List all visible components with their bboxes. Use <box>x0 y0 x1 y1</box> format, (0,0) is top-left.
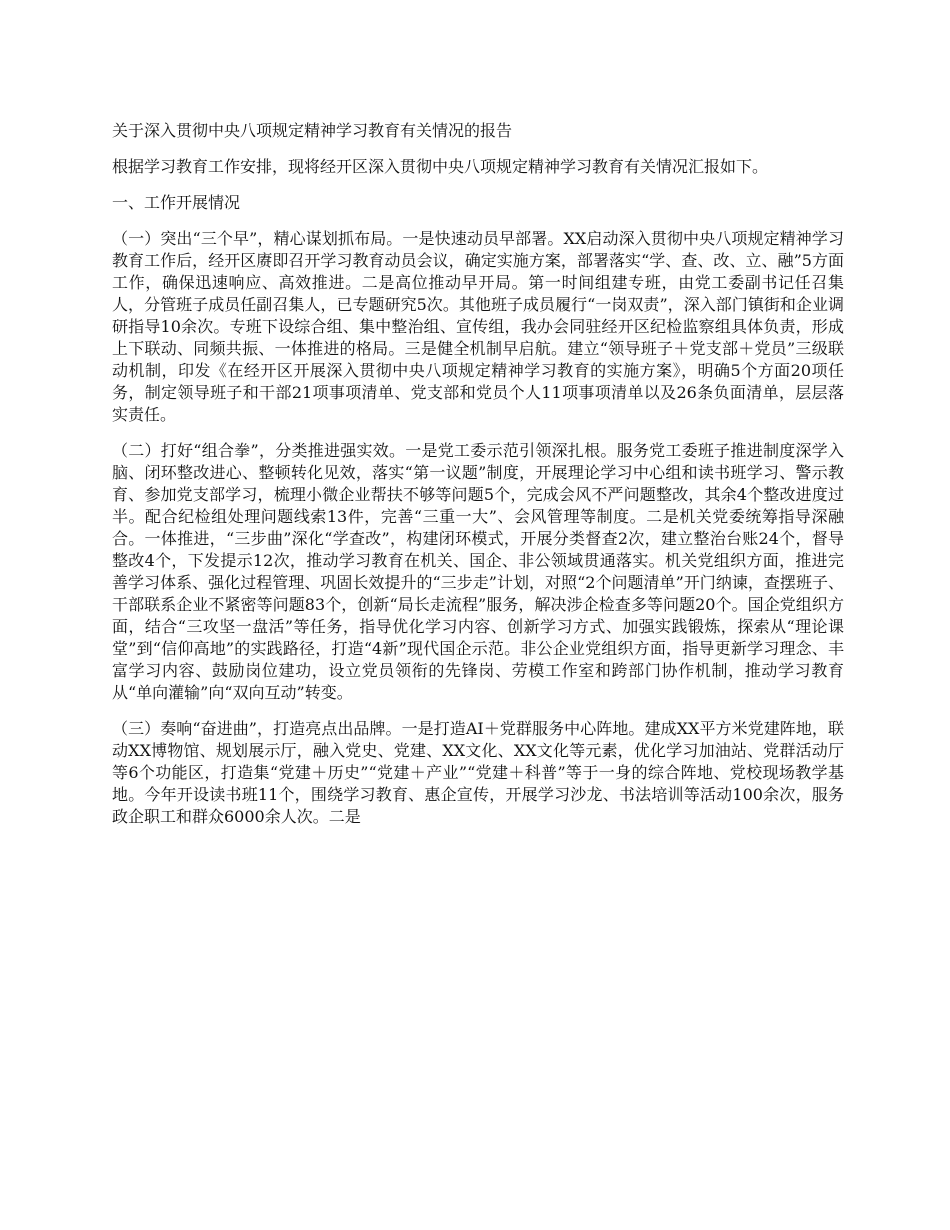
intro-paragraph: 根据学习教育工作安排，现将经开区深入贯彻中央八项规定精神学习教育有关情况汇报如下。 <box>112 157 769 176</box>
document-title: 关于深入贯彻中央八项规定精神学习教育有关情况的报告 <box>112 121 513 140</box>
document-page <box>112 120 844 842</box>
paragraph-1: （一）突出“三个早”，精心谋划抓布局。一是快速动员早部署。XX启动深入贯彻中央八项规定精神学习教育工作后，经开区赓即召开学习教育动员会议，确定实施方案，部署落实“学、查、改、立、融”5方面工作，确保迅速响应、高效推进。二是高位推动早开局。第一时间组建专班，由党工委副书记任召集人，分管班子成员任副召集人，已专题研究5次。其他班子成员履行“一岗双责”，深入部门镇街和企业调研指导10余次。专班下设综合组、集中整治组、宣传组，我办会同驻经开区纪检监察组具体负责，形成上下联动、同频共振、一体推进的格局。三是健全机制早启航。建立“领导班子＋党支部＋党员”三级联动机制，印发《在经开区开展深入贯彻中央八项规定精神学习教育的实施方案》，明确5个方面20项任务，制定领导班子和干部21项事项清单、党支部和党员个人11项事项清单以及26条负面清单，层层落实责任。 <box>112 229 844 424</box>
section-heading: 一、工作开展情况 <box>112 193 241 212</box>
paragraph-3: （三）奏响“奋进曲”，打造亮点出品牌。一是打造AI＋党群服务中心阵地。建成XX平方米党建阵地，联动XX博物馆、规划展示厅，融入党史、党建、XX文化、XX文化等元素，优化学习加油站、党群活动厅等6个功能区，打造集“党建＋历史”“党建＋产业”“党建＋科普”等于一身的综合阵地、党校现场教学基地。今年开设读书班11个，围绕学习教育、惠企宣传，开展学习沙龙、书法培训等活动100余次，服务政企职工和群众6000余人次。二是 <box>112 719 844 826</box>
paragraph-2: （二）打好“组合拳”，分类推进强实效。一是党工委示范引领深扎根。服务党工委班子推进制度深学入脑、闭环整改进心、整顿转化见效，落实“第一议题”制度，开展理论学习中心组和读书班学习、警示教育、参加党支部学习，梳理小微企业帮扶不够等问题5个，完成会风不严问题整改，其余4个整改进度过半。配合纪检组处理问题线索13件，完善“三重一大”、会风管理等制度。二是机关党委统筹指导深融合。一体推进，“三步曲”深化“学查改”，构建闭环模式，开展分类督查2次，建立整治台账24个，督导整改4个，下发提示12次，推动学习教育在机关、国企、非公领域贯通落实。机关党组织方面，推进完善学习体系、强化过程管理、巩固长效提升的“三步走”计划，对照“2个问题清单”开门纳谏，查摆班子、干部联系企业不紧密等问题83个，创新“局长走流程”服务，解决涉企检查多等问题20个。国企党组织方面，结合“三攻坚一盘活”等任务，指导优化学习内容、创新学习方式、加强实践锻炼，探索从“理论课堂”到“信仰高地”的实践路径，打造“4新”现代国企示范。非公企业党组织方面，指导更新学习理念、丰富学习内容、鼓励岗位建功，设立党员领衔的先锋岗、劳模工作室和跨部门协作机制，推动学习教育从“单向灌输”向“双向互动”转变。 <box>112 441 844 702</box>
